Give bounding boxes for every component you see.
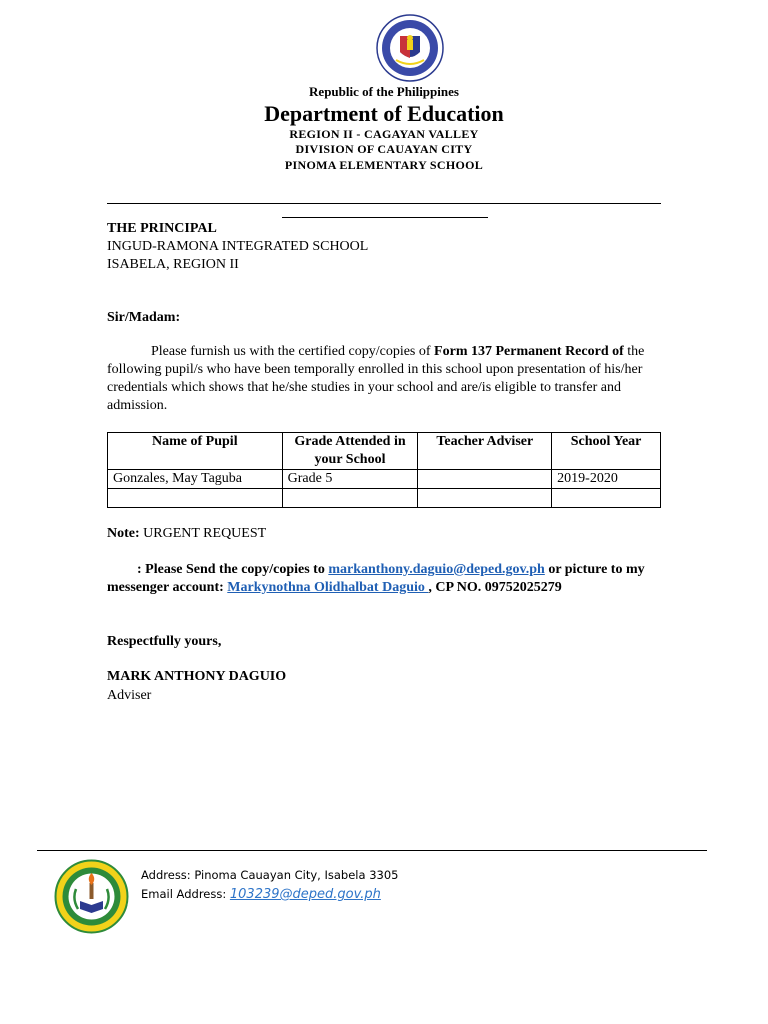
region-heading: REGION II - CAGAYAN VALLEY <box>289 127 479 141</box>
table-header-row <box>108 433 661 470</box>
request-paragraph <box>107 343 663 415</box>
send-suffix: , CP NO. 09752025279 <box>428 580 562 595</box>
school-seal-logo <box>54 859 129 934</box>
body-text-start: Please furnish us with the certified copy/copies of <box>151 344 435 359</box>
table-row <box>108 489 661 508</box>
footer-address: Address: Pinoma Cauayan City, Isabela 3305 <box>141 868 399 882</box>
note-line <box>107 525 266 543</box>
header-divider-short <box>282 217 488 218</box>
table-cell: Grade 5 <box>282 470 418 489</box>
salutation: Sir/Madam: <box>107 310 181 325</box>
send-instructions <box>107 561 667 597</box>
pupil-table <box>107 432 661 508</box>
department-title: Department of Education <box>264 101 504 126</box>
recipient-location: ISABELA, REGION II <box>107 257 239 272</box>
recipient-title: THE PRINCIPAL <box>107 221 217 236</box>
republic-heading: Republic of the Philippines <box>309 84 459 99</box>
adviser-email-link[interactable]: markanthony.daguio@deped.gov.ph <box>328 562 545 577</box>
header-divider <box>107 203 661 204</box>
note-text: URGENT REQUEST <box>139 526 267 541</box>
send-middle: or picture to my messenger account: <box>107 562 645 595</box>
table-cell: 2019-2020 <box>552 470 661 489</box>
send-prefix: : Please Send the copy/copies to <box>137 562 329 577</box>
division-heading: DIVISION OF CAUAYAN CITY <box>295 142 473 156</box>
footer-email-line <box>141 887 381 902</box>
table-cell <box>418 470 552 489</box>
column-header-adviser: Teacher Adviser <box>418 433 552 470</box>
signer-position: Adviser <box>107 688 152 703</box>
column-header-school-year: School Year <box>552 433 661 470</box>
closing-line: Respectfully yours, <box>107 634 222 649</box>
form-137-emphasis: Form 137 Permanent Record of <box>434 344 624 359</box>
school-email-link[interactable]: 103239@deped.gov.ph <box>229 887 381 902</box>
table-cell <box>282 489 418 508</box>
footer-divider <box>37 850 707 851</box>
table-row <box>108 470 661 489</box>
column-header-name: Name of Pupil <box>108 433 283 470</box>
table-cell <box>418 489 552 508</box>
school-heading: PINOMA ELEMENTARY SCHOOL <box>284 158 484 172</box>
recipient-school: INGUD-RAMONA INTEGRATED SCHOOL <box>107 239 369 254</box>
signer-name: MARK ANTHONY DAGUIO <box>107 669 287 684</box>
messenger-account-link[interactable]: Markynothna Olidhalbat Daguio <box>227 580 429 595</box>
column-header-grade: Grade Attended in your School <box>282 433 418 470</box>
body-text-end: the following pupil/s who have been temporally enrolled in this school upon presentation of his/her credentials which shows that he/she studies in your school and are/is eligible to transfer and admission. <box>107 344 645 413</box>
deped-seal-logo <box>376 14 444 82</box>
footer-email-label: Email Address: <box>141 887 230 901</box>
table-cell <box>108 489 283 508</box>
table-cell <box>552 489 661 508</box>
table-cell: Gonzales, May Taguba <box>108 470 283 489</box>
note-label: Note: <box>107 526 140 541</box>
